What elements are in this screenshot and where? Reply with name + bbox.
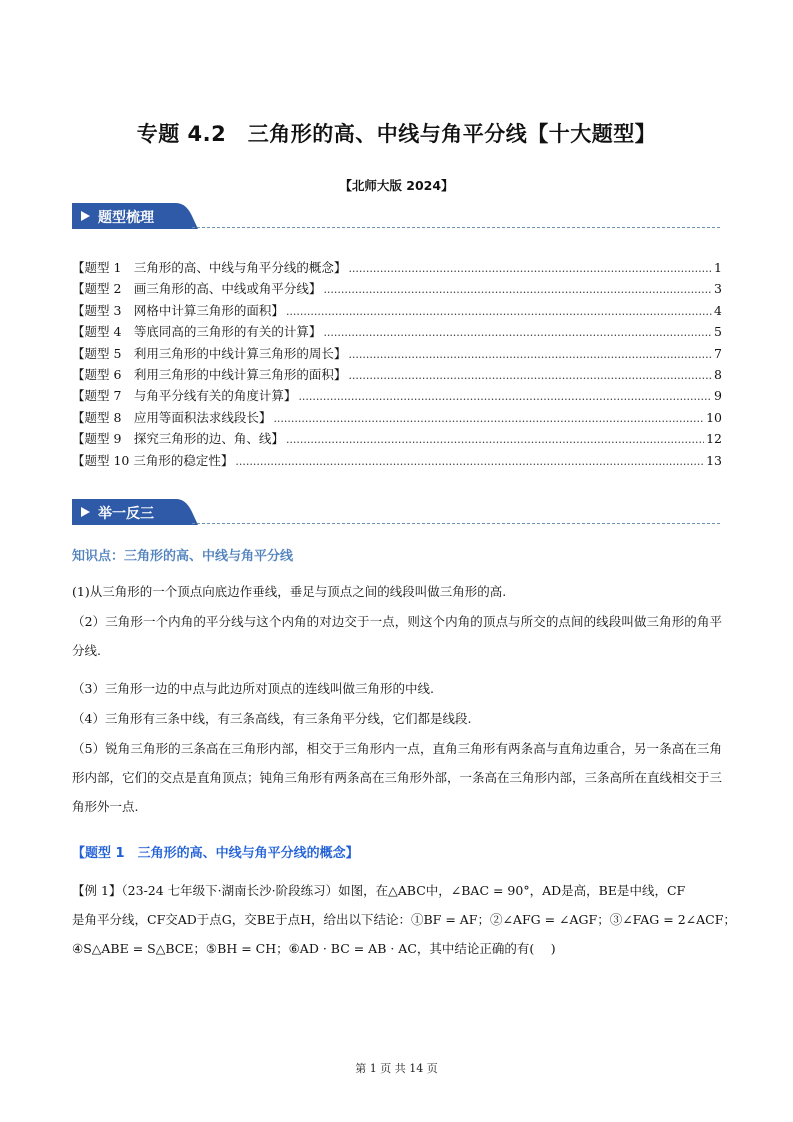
toc-page-number: 5	[714, 324, 722, 340]
toc-leader-dots	[235, 455, 704, 468]
toc-item-label: 【题型 7 与角平分线有关的角度计算】	[72, 388, 297, 404]
paragraph-4: （4）三角形有三条中线，有三条高线，有三条角平分线，它们都是线段.	[72, 711, 472, 726]
page-footer: 第 1 页 共 14 页	[355, 1062, 438, 1075]
toc-item-label: 【题型 2 画三角形的高、中线或角平分线】	[72, 281, 322, 297]
dashed-divider	[192, 523, 720, 524]
toc-item[interactable]	[72, 301, 722, 322]
toc-page-number: 7	[714, 345, 722, 361]
toc-item-label: 【题型 10 三角形的稳定性】	[72, 452, 234, 468]
example-line: 【例 1】（23-24 七年级下·湖南长沙·阶段练习）如图，在△ABC中，∠BAC = 90°，AD是高，BE是中线，CF	[72, 883, 686, 898]
page-title: 专题 4.2 三角形的高、中线与角平分线【十大题型】	[136, 122, 657, 146]
play-icon	[81, 211, 90, 221]
example-line: ④S△ABE = S△BCE；⑤BH = CH；⑥AD · BC = AB · AC，其中结论正确的有( )	[72, 941, 556, 956]
paragraph-1: (1)从三角形的一个顶点向底边作垂线，垂足与顶点之间的线段叫做三角形的高.	[72, 584, 507, 599]
toc-item[interactable]	[72, 429, 722, 450]
toc-item-label: 【题型 4 等底同高的三角形的有关的计算】	[72, 324, 322, 340]
section-banner-examples	[72, 499, 720, 525]
page-subtitle: 【北师大版 2024】	[339, 178, 454, 193]
toc-item-label: 【题型 5 利用三角形的中线计算三角形的周长】	[72, 345, 347, 361]
toc-leader-dots	[323, 326, 712, 339]
toc-leader-dots	[286, 305, 712, 318]
toc-item[interactable]	[72, 365, 722, 386]
toc-item[interactable]	[72, 279, 722, 300]
toc-page-number: 9	[714, 388, 722, 404]
toc-item-label: 【题型 3 网格中计算三角形的面积】	[72, 302, 284, 318]
toc-leader-dots	[286, 433, 704, 446]
toc-page-number: 13	[706, 452, 722, 468]
toc-leader-dots	[348, 369, 712, 382]
table-of-contents	[72, 258, 722, 472]
paragraph-3: （3）三角形一边的中点与此边所对顶点的连线叫做三角形的中线.	[72, 681, 434, 696]
toc-item[interactable]	[72, 386, 722, 407]
toc-leader-dots	[323, 283, 712, 296]
toc-item-label: 【题型 1 三角形的高、中线与角平分线的概念】	[72, 260, 347, 275]
toc-item[interactable]	[72, 451, 722, 472]
toc-item[interactable]	[72, 258, 722, 279]
toc-leader-dots	[273, 412, 704, 425]
toc-item-label: 【题型 9 探究三角形的边、角、线】	[72, 431, 284, 447]
paragraph-2: （2）三角形一个内角的平分线与这个内角的对边交于一点，则这个内角的顶点与所交的点间的线段叫做三角形的角平分线.	[72, 614, 722, 658]
toc-page-number: 1	[714, 260, 722, 275]
toc-page-number: 12	[706, 431, 722, 447]
dashed-divider	[192, 227, 720, 228]
banner-tab	[72, 203, 198, 229]
toc-leader-dots	[298, 390, 712, 403]
toc-item-label: 【题型 6 利用三角形的中线计算三角形的面积】	[72, 366, 347, 382]
banner-label: 题型梳理	[98, 210, 154, 226]
toc-page-number: 8	[714, 366, 722, 382]
toc-item[interactable]	[72, 344, 722, 365]
example-1	[72, 876, 736, 963]
toc-item[interactable]	[72, 408, 722, 429]
section-banner-types	[72, 203, 720, 229]
banner-tab	[72, 499, 198, 525]
toc-item-label: 【题型 8 应用等面积法求线段长】	[72, 409, 272, 425]
play-icon	[81, 507, 90, 517]
toc-page-number: 4	[714, 302, 722, 318]
example-line: 是角平分线，CF交AD于点G，交BE于点H，给出以下结论：①BF = AF；②∠AFG = ∠AGF；③∠FAG = 2∠ACF；	[72, 912, 736, 927]
toc-leader-dots	[348, 348, 712, 361]
toc-item[interactable]	[72, 322, 722, 343]
type-1-heading: 【题型 1 三角形的高、中线与角平分线的概念】	[72, 846, 359, 861]
knowledge-point-heading: 知识点：三角形的高、中线与角平分线	[72, 549, 294, 564]
toc-page-number: 3	[714, 281, 722, 297]
paragraph-5: （5）锐角三角形的三条高在三角形内部，相交于三角形内一点，直角三角形有两条高与直角边重合，另一条高在三角形内部，它们的交点是直角顶点；钝角三角形有两条高在三角形外部，一条高在三角形内部，三条高所在直线相交于三角形外一点.	[72, 741, 723, 814]
toc-page-number: 10	[706, 409, 722, 425]
toc-leader-dots	[348, 262, 712, 275]
banner-label: 举一反三	[98, 506, 154, 522]
